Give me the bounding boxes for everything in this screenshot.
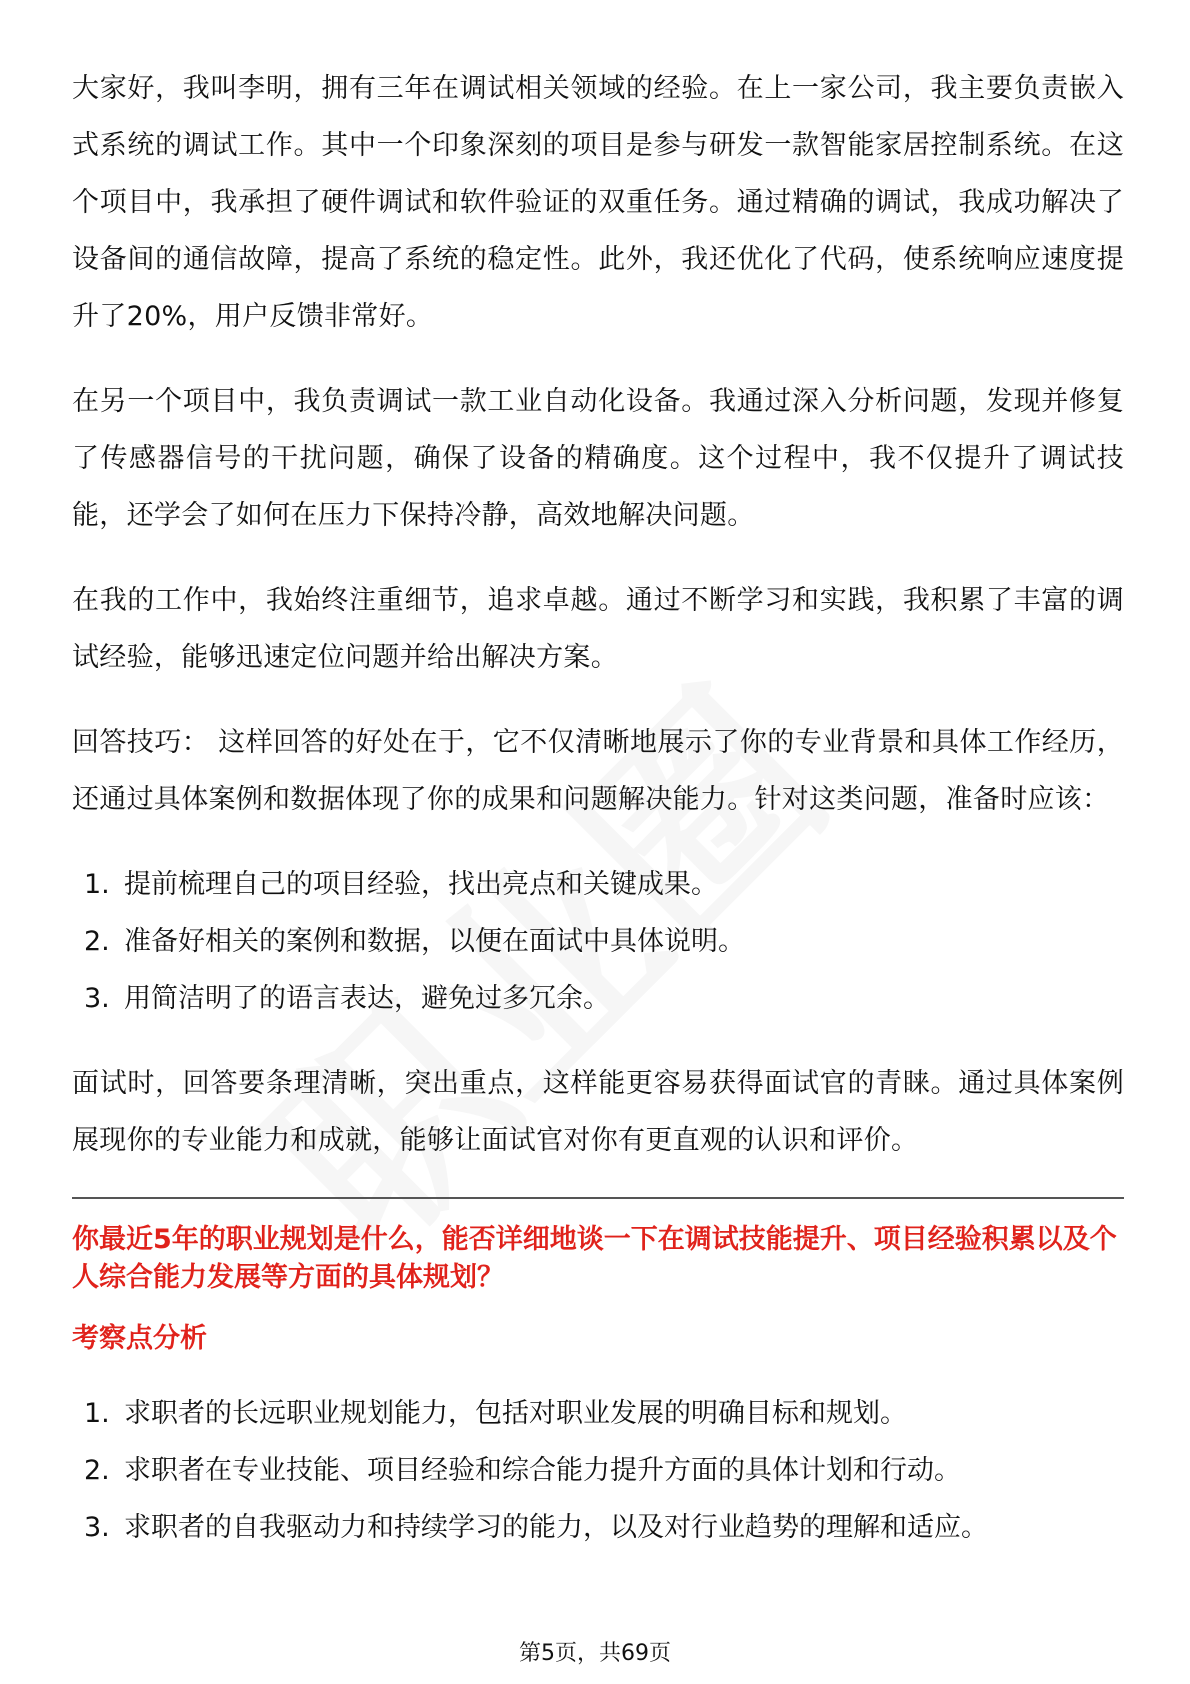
tips-list <box>72 856 1124 1027</box>
list-item-text: 求职者的自我驱动力和持续学习的能力，以及对行业趋势的理解和适应。 <box>124 1512 988 1543</box>
list-item-text: 准备好相关的案例和数据，以便在面试中具体说明。 <box>124 926 745 957</box>
list-item <box>72 970 1124 1027</box>
list-item <box>72 856 1124 913</box>
paragraph-project-two: 在另一个项目中，我负责调试一款工业自动化设备。我通过深入分析问题，发现并修复了传感器信号的干扰问题，确保了设备的精确度。这个过程中，我不仅提升了调试技能，还学会了如何在压力下保持冷静，高效地解决问题。 <box>72 386 1124 531</box>
list-item-text: 提前梳理自己的项目经验，找出亮点和关键成果。 <box>124 869 718 900</box>
paragraph-answer-tips: 回答技巧： 这样回答的好处在于，它不仅清晰地展示了你的专业背景和具体工作经历，还通过具体案例和数据体现了你的成果和问题解决能力。针对这类问题，准备时应该： <box>72 727 1124 815</box>
list-item <box>72 1385 1124 1442</box>
interview-question: 你最近5年的职业规划是什么，能否详细地谈一下在调试技能提升、项目经验积累以及个人综合能力发展等方面的具体规划？ <box>72 1224 1117 1293</box>
list-item-number: 3. <box>84 1512 110 1543</box>
list-item-text: 求职者的长远职业规划能力，包括对职业发展的明确目标和规划。 <box>124 1398 907 1429</box>
list-item <box>72 913 1124 970</box>
paragraph-attention-detail: 在我的工作中，我始终注重细节，追求卓越。通过不断学习和实践，我积累了丰富的调试经验，能够迅速定位问题并给出解决方案。 <box>72 585 1124 673</box>
paragraph-intro: 大家好，我叫李明，拥有三年在调试相关领域的经验。在上一家公司，我主要负责嵌入式系统的调试工作。其中一个印象深刻的项目是参与研发一款智能家居控制系统。在这个项目中，我承担了硬件调试和软件验证的双重任务。通过精确的调试，我成功解决了设备间的通信故障，提高了系统的稳定性。此外，我还优化了代码，使系统响应速度提升了20%，用户反馈非常好。 <box>72 73 1124 332</box>
list-item-text: 用简洁明了的语言表达，避免过多冗余。 <box>124 983 610 1014</box>
list-item <box>72 1499 1124 1556</box>
list-item <box>72 1442 1124 1499</box>
list-item-number: 2. <box>84 926 110 957</box>
section-divider <box>72 1197 1124 1199</box>
list-item-number: 3. <box>84 983 110 1014</box>
document-page <box>72 60 1124 1584</box>
analysis-heading: 考察点分析 <box>72 1323 207 1354</box>
list-item-text: 求职者在专业技能、项目经验和综合能力提升方面的具体计划和行动。 <box>124 1455 961 1486</box>
analysis-list <box>72 1385 1124 1556</box>
paragraph-closing: 面试时，回答要条理清晰，突出重点，这样能更容易获得面试官的青睐。通过具体案例展现你的专业能力和成就，能够让面试官对你有更直观的认识和评价。 <box>72 1068 1124 1156</box>
list-item-number: 2. <box>84 1455 110 1486</box>
list-item-number: 1. <box>84 869 110 900</box>
page-footer: 第5页，共69页 <box>519 1641 671 1666</box>
list-item-number: 1. <box>84 1398 110 1429</box>
